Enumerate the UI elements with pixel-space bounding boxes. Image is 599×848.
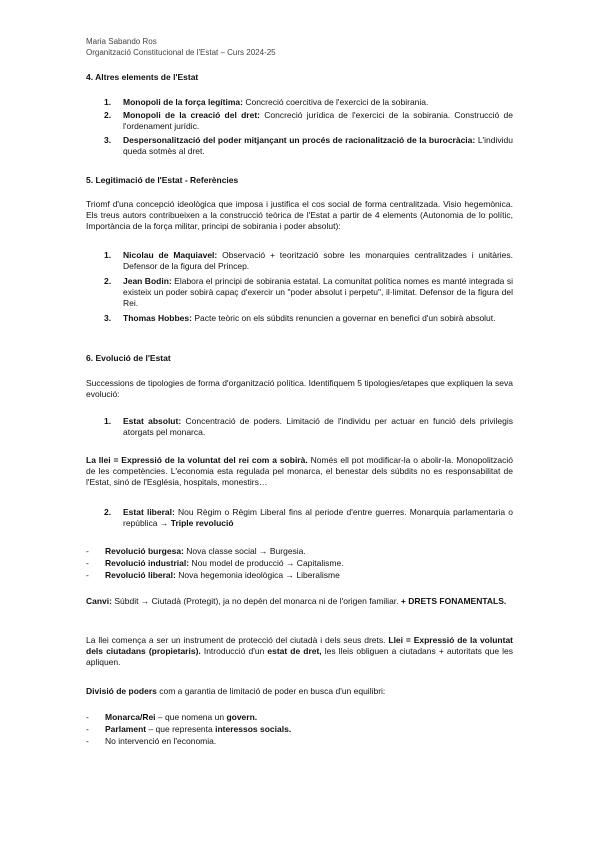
page-header	[86, 37, 276, 58]
s5-item-1-number: 1.	[104, 250, 112, 260]
list-item-term: Parlament	[105, 724, 147, 734]
revolutions-list	[86, 546, 515, 582]
s5-item-2-number: 2.	[104, 276, 112, 286]
s6-canvi-paragraph	[86, 596, 513, 607]
s6-item-2	[104, 507, 513, 529]
s4-item-2	[104, 110, 513, 132]
s6-intro: Successions de tipologies de forma d'organització política. Identifiquem 5 tipologies/etapes que expliquen la seva evolució:	[86, 378, 513, 399]
list-item-text: Nova hegemonia ideològica → Liberalisme	[175, 570, 340, 580]
list-item-term: Revolució industrial:	[105, 558, 190, 568]
list-dash: -	[86, 558, 89, 568]
list-item-text: Nova classe social → Burgesia.	[183, 546, 306, 556]
s6-divisio-term: Divisió de poders	[86, 686, 157, 696]
s5-intro: Triomf d'una concepció ideològica que imposa i justifica el cos social de forma centralitzada. Visio hegemònica. Els treus autors contribueixen a la construcció teòrica de l'Estat a partir de 4 elements (Autonomia de lo polític, Importància de la força militar, principi de sobirania i poder absolut):	[86, 199, 513, 231]
s5-item-3-text: Pacte teòric on els súbdits renuncien a governar en benefici d'un sobirà absolut.	[191, 313, 496, 323]
s6-item-1	[104, 416, 514, 438]
s6-llei-paragraph	[86, 455, 513, 488]
s6-item-1-number: 1.	[104, 416, 112, 426]
header-course: Organització Constitucional de l'Estat – Curs 2024-25	[86, 47, 276, 57]
list-item-term-2: govern.	[226, 712, 258, 722]
s6-item-2-term-2: Triple revolució	[170, 518, 234, 528]
s5-item-2-term: Jean Bodin:	[123, 276, 172, 286]
s5-item-1	[104, 250, 514, 272]
s5-item-2	[104, 276, 513, 309]
s6-divisio-text: com a garantia de limitació de poder en busca d'un equilibri:	[156, 686, 386, 696]
section-6-title: 6. Evolució de l'Estat	[86, 353, 171, 363]
s6-llei2-paragraph	[86, 635, 513, 668]
s6-llei2-e: les lleis obliguen a ciutadans + autoritats que les apliquen.	[86, 646, 513, 667]
s6-llei2-a: La llei comença a ser un instrument de protecció del ciutadà i dels seus drets.	[86, 635, 389, 645]
s5-item-2-text: Elabora el principi de sobirania estatal. La comunitat política nomes es manté integrada si existeix un poder sobirà capaç d'exercir un "poder absolut i perpetu", il·limitat. Defensor de la figura del Rei.	[123, 276, 513, 308]
s5-item-3	[104, 313, 513, 324]
s5-item-1-text: Observació + teorització sobre les monarquies centralitzades i unitàries. Defensor de la figura del Princep.	[123, 250, 514, 271]
list-item	[86, 724, 515, 736]
s6-item-2-number: 2.	[104, 507, 112, 517]
s4-item-3-term: Despersonalització del poder mitjançant un procés de racionalització de la burocràcia:	[123, 135, 476, 145]
list-item-term: Revolució liberal:	[105, 570, 176, 580]
section-4-title: 4. Altres elements de l'Estat	[86, 72, 199, 82]
list-dash: -	[86, 736, 89, 746]
list-item	[86, 570, 515, 582]
list-item	[86, 712, 515, 724]
list-dash: -	[86, 570, 89, 580]
s4-item-1-term: Monopoli de la força legítima:	[123, 97, 243, 107]
list-item	[86, 736, 515, 748]
s6-item-1-term: Estat absolut:	[123, 416, 182, 426]
s4-item-1-text: Concreció coercitiva de l'exercici de la sobirania.	[242, 97, 429, 107]
list-item-text: – que representa	[146, 724, 216, 734]
s4-item-1-number: 1.	[104, 97, 112, 107]
s6-llei2-c: Introducció d'un	[200, 646, 268, 656]
list-item	[86, 546, 515, 558]
s4-item-2-text: Concreció jurídica de l'exercici de la sobirania. Construcció de l'ordenament jurídic.	[123, 110, 513, 131]
list-item-term: Monarca/Rei	[105, 712, 156, 722]
s6-canvi-text: Súbdit → Ciutadà (Protegit), ja no depèn del monarca ni de l'origen familiar.	[111, 596, 401, 606]
s6-llei2-d: estat de dret,	[267, 646, 322, 656]
list-item-text: Nou model de producció → Capitalisme.	[189, 558, 344, 568]
s5-item-3-number: 3.	[104, 313, 112, 323]
list-dash: -	[86, 712, 89, 722]
s6-item-1-text: Concentració de poders. Limitació de l'individu per actuar en funció dels privilegis atorgats pel monarca.	[123, 416, 514, 437]
s4-item-3-number: 3.	[104, 135, 112, 145]
list-item-text: – que nomena un	[155, 712, 227, 722]
list-dash: -	[86, 724, 89, 734]
s6-llei2-b: Llei = Expressió de la voluntat dels ciutadans (propietaris).	[86, 635, 513, 656]
header-author: Maria Sabando Ros	[86, 37, 157, 46]
s6-item-2-text: Nou Règim o Règim Liberal fins al periode d'entre guerres. Monarquia parlamentaria o república →	[123, 507, 513, 528]
s6-canvi-rights: + DRETS FONAMENTALS.	[400, 596, 507, 606]
s4-item-1	[104, 97, 513, 108]
s5-item-1-term: Nicolau de Maquiavel:	[123, 250, 218, 260]
s6-divisio-paragraph	[86, 686, 513, 697]
s4-item-2-number: 2.	[104, 110, 112, 120]
s6-llei-rest: Només ell pot modificar-la o abolir-la. Monopolització de les competències. L'economia esta regulada pel monarca, el benestar dels súbdits no es responsabilitat de l'Estat, sinó de l'Església, hospitals, monestirs…	[86, 455, 513, 487]
section-5-title: 5. Legitimació de l'Estat - Referències	[86, 175, 239, 185]
list-item-term: Revolució burgesa:	[105, 546, 184, 556]
s6-llei-bold: La llei = Expressió de la voluntat del rei com a sobirà.	[86, 455, 308, 465]
list-item-term-2: interessos socials.	[215, 724, 292, 734]
s5-item-3-term: Thomas Hobbes:	[123, 313, 192, 323]
s6-item-2-term: Estat liberal:	[123, 507, 175, 517]
s6-canvi-term: Canvi:	[86, 596, 112, 606]
powers-list	[86, 712, 515, 748]
list-item	[86, 558, 515, 570]
s4-item-3-text: L'individu queda sotmès al dret.	[123, 135, 513, 156]
list-dash: -	[86, 546, 89, 556]
list-item-text: No intervenció en l'economia.	[105, 736, 217, 746]
s4-item-3	[104, 135, 513, 157]
s4-item-2-term: Monopoli de la creació del dret:	[123, 110, 260, 120]
